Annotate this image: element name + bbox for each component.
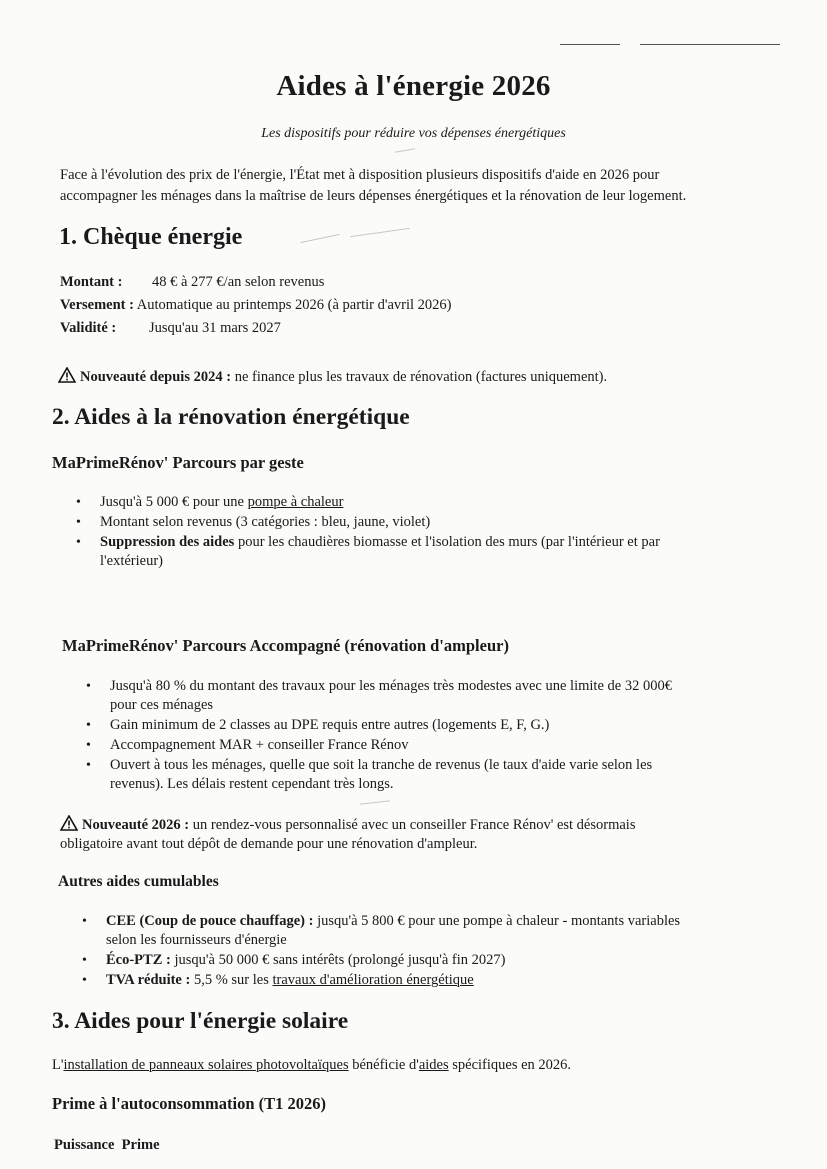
warning-label: Nouveauté 2026 : — [82, 817, 190, 833]
parcours-accompagne-list — [84, 677, 784, 795]
list-item: • Accompagnement MAR + conseiller France Rénov — [84, 736, 784, 755]
section-2-heading: 2. Aides à la rénovation énergétique — [52, 404, 410, 430]
warning-icon — [58, 367, 76, 383]
warning-text: ne finance plus les travaux de rénovation (factures uniquement). — [234, 369, 608, 385]
warning-label: Nouveauté depuis 2024 : — [80, 369, 232, 385]
parcours-geste-heading: MaPrimeRénov' Parcours par geste — [52, 453, 304, 472]
list-item: • Montant selon revenus (3 catégories : bleu, jaune, violet) — [74, 513, 794, 532]
list-item: • Jusqu'à 5 000 € pour une pompe à chaleur — [74, 493, 794, 512]
prime-table-header — [54, 1137, 160, 1154]
warning-2024 — [58, 367, 607, 386]
scan-smudge — [360, 800, 390, 804]
scan-line — [640, 44, 780, 45]
pompe-link[interactable]: pompe à chaleur — [247, 494, 344, 510]
col-puissance: Puissance — [54, 1137, 115, 1153]
installation-link[interactable]: installation de panneaux solaires photovoltaïques — [63, 1057, 349, 1073]
intro-line-1: Face à l'évolution des prix de l'énergie, l'État met à disposition plusieurs dispositifs d'aide en 2026 pour — [60, 167, 660, 183]
montant-value: 48 € à 277 €/an selon revenus — [152, 274, 325, 290]
warning-icon — [60, 815, 78, 831]
list-item: • Éco-PTZ : jusqu'à 50 000 € sans intérêts (prolongé jusqu'à fin 2027) — [80, 951, 790, 970]
scan-smudge — [350, 228, 410, 237]
col-prime: Prime — [121, 1137, 160, 1153]
montant-label: Montant : — [60, 274, 123, 290]
list-item: • Suppression des aides pour les chaudières biomasse et l'isolation des murs (par l'intérieur et par l'extérieur) — [74, 533, 794, 571]
autres-aides-heading: Autres aides cumulables — [58, 873, 219, 890]
prime-heading: Prime à l'autoconsommation (T1 2026) — [52, 1094, 327, 1113]
scan-smudge — [395, 148, 415, 152]
warning-text-1: un rendez-vous personnalisé avec un conseiller France Rénov' est désormais — [192, 817, 636, 833]
solaire-intro: L'installation de panneaux solaires photovoltaïques bénéficie d'aides spécifiques en 2026. — [52, 1057, 572, 1073]
scan-line — [560, 44, 620, 45]
parcours-geste-list — [74, 493, 794, 572]
validite-row — [60, 317, 281, 340]
section-1-heading: 1. Chèque énergie — [59, 224, 243, 250]
section-3-heading: 3. Aides pour l'énergie solaire — [52, 1008, 349, 1034]
list-item: • TVA réduite : 5,5 % sur les travaux d'amélioration énergétique — [80, 971, 790, 990]
intro-line-2: accompagner les ménages dans la maîtrise de leurs dépenses énergétiques et la rénovation de leur logement. — [60, 188, 687, 204]
autres-aides-list — [80, 912, 790, 991]
validite-value: Jusqu'au 31 mars 2027 — [149, 320, 281, 336]
list-item: • Gain minimum de 2 classes au DPE requis entre autres (logements E, F, G.) — [84, 716, 784, 735]
montant-row — [60, 271, 324, 294]
list-item: • CEE (Coup de pouce chauffage) : jusqu'à 5 800 € pour une pompe à chaleur - montants variables selon les fournisseurs d'énergie — [80, 912, 790, 950]
list-item: • Jusqu'à 80 % du montant des travaux pour les ménages très modestes avec une limite de 32 000€ pour ces ménages — [84, 677, 784, 715]
parcours-accompagne-heading: MaPrimeRénov' Parcours Accompagné (rénovation d'ampleur) — [62, 636, 509, 655]
warning-text-2: obligatoire avant tout dépôt de demande pour une rénovation d'ampleur. — [60, 836, 478, 852]
aides-link[interactable]: aides — [418, 1057, 449, 1073]
list-item: • Ouvert à tous les ménages, quelle que soit la tranche de revenus (le taux d'aide varie selon les revenus). Les délais restent cependant très longs. — [84, 756, 784, 794]
warning-2026 — [60, 815, 635, 854]
validite-label: Validité : — [60, 320, 117, 336]
scan-smudge — [300, 234, 339, 243]
versement-label: Versement : — [60, 297, 134, 313]
versement-row — [60, 294, 451, 317]
page-title: Aides à l'énergie 2026 — [276, 70, 551, 102]
page-subtitle: Les dispositifs pour réduire vos dépenses énergétiques — [261, 126, 566, 141]
versement-value: Automatique au printemps 2026 (à partir d'avril 2026) — [136, 297, 452, 313]
travaux-link[interactable]: travaux d'amélioration énergétique — [272, 972, 474, 988]
